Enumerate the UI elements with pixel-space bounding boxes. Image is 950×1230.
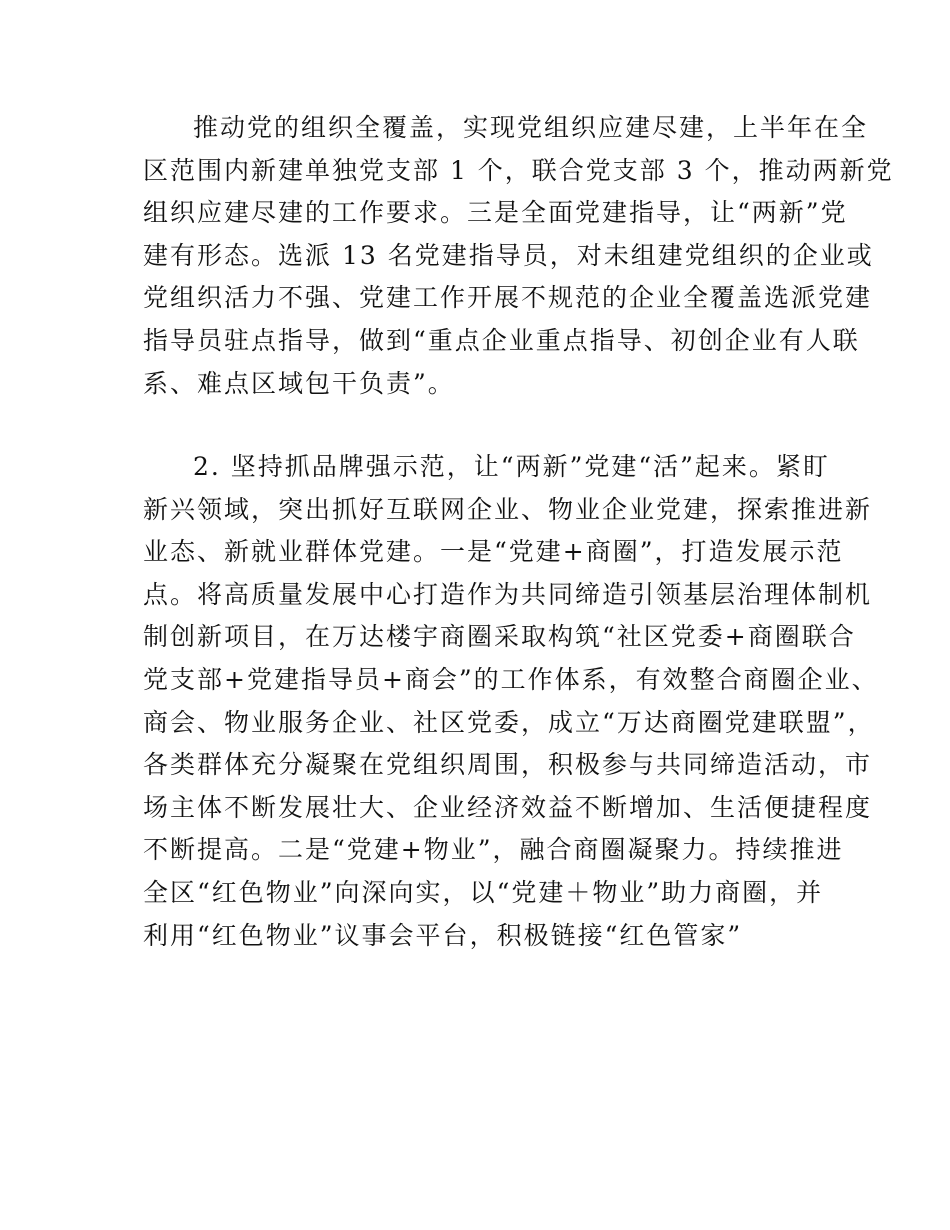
paragraph-line: 系、难点区域包干负责”。 [143, 368, 455, 398]
paragraph-line: 新兴领域，突出抓好互联网企业、物业企业党建，探索推进新 [143, 494, 873, 524]
paragraph-line: 区范围内新建单独党支部 1 个，联合党支部 3 个，推动两新党 [143, 155, 894, 185]
paragraph-line: 建有形态。选派 13 名党建指导员，对未组建党组织的企业或 [143, 240, 874, 270]
paragraph-line: 推动党的组织全覆盖，实现党组织应建尽建，上半年在全 [193, 113, 869, 142]
paragraph-line: 党组织活力不强、党建工作开展不规范的企业全覆盖选派党建 [143, 283, 873, 313]
paragraph-line: 制创新项目，在万达楼宇商圈采取构筑“社区党委+商圈联合 [143, 622, 856, 652]
paragraph-line: 党支部+党建指导员+商会”的工作体系，有效整合商圈企业、 [143, 664, 879, 694]
paragraph-line: 不断提高。二是“党建+物业”，融合商圈凝聚力。持续推进 [143, 835, 844, 865]
paragraph-1 [143, 107, 894, 405]
paragraph-2 [143, 446, 879, 957]
paragraph-line: 组织应建尽建的工作要求。三是全面党建指导，让“两新”党 [143, 198, 848, 228]
paragraph-line: 场主体不断发展壮大、企业经济效益不断增加、生活便捷程度 [143, 792, 873, 822]
paragraph-line: 各类群体充分凝聚在党组织周围，积极参与共同缔造活动，市 [143, 750, 873, 780]
paragraph-line: 利用“红色物业”议事会平台，积极链接“红色管家” [143, 920, 743, 950]
paragraph-line: 点。将高质量发展中心打造作为共同缔造引领基层治理体制机 [143, 579, 873, 609]
paragraph-line: 2. 坚持抓品牌强示范，让“两新”党建“活”起来。紧盯 [193, 452, 830, 481]
paragraph-line: 指导员驻点指导，做到“重点企业重点指导、初创企业有人联 [143, 325, 860, 355]
paragraph-line: 业态、新就业群体党建。一是“党建+商圈”，打造发展示范 [143, 537, 844, 567]
paragraph-line: 商会、物业服务企业、社区党委，成立“万达商圈党建联盟”， [143, 707, 875, 737]
paragraph-line: 全区“红色物业”向深向实，以“党建＋物业”助力商圈，并 [143, 877, 824, 907]
